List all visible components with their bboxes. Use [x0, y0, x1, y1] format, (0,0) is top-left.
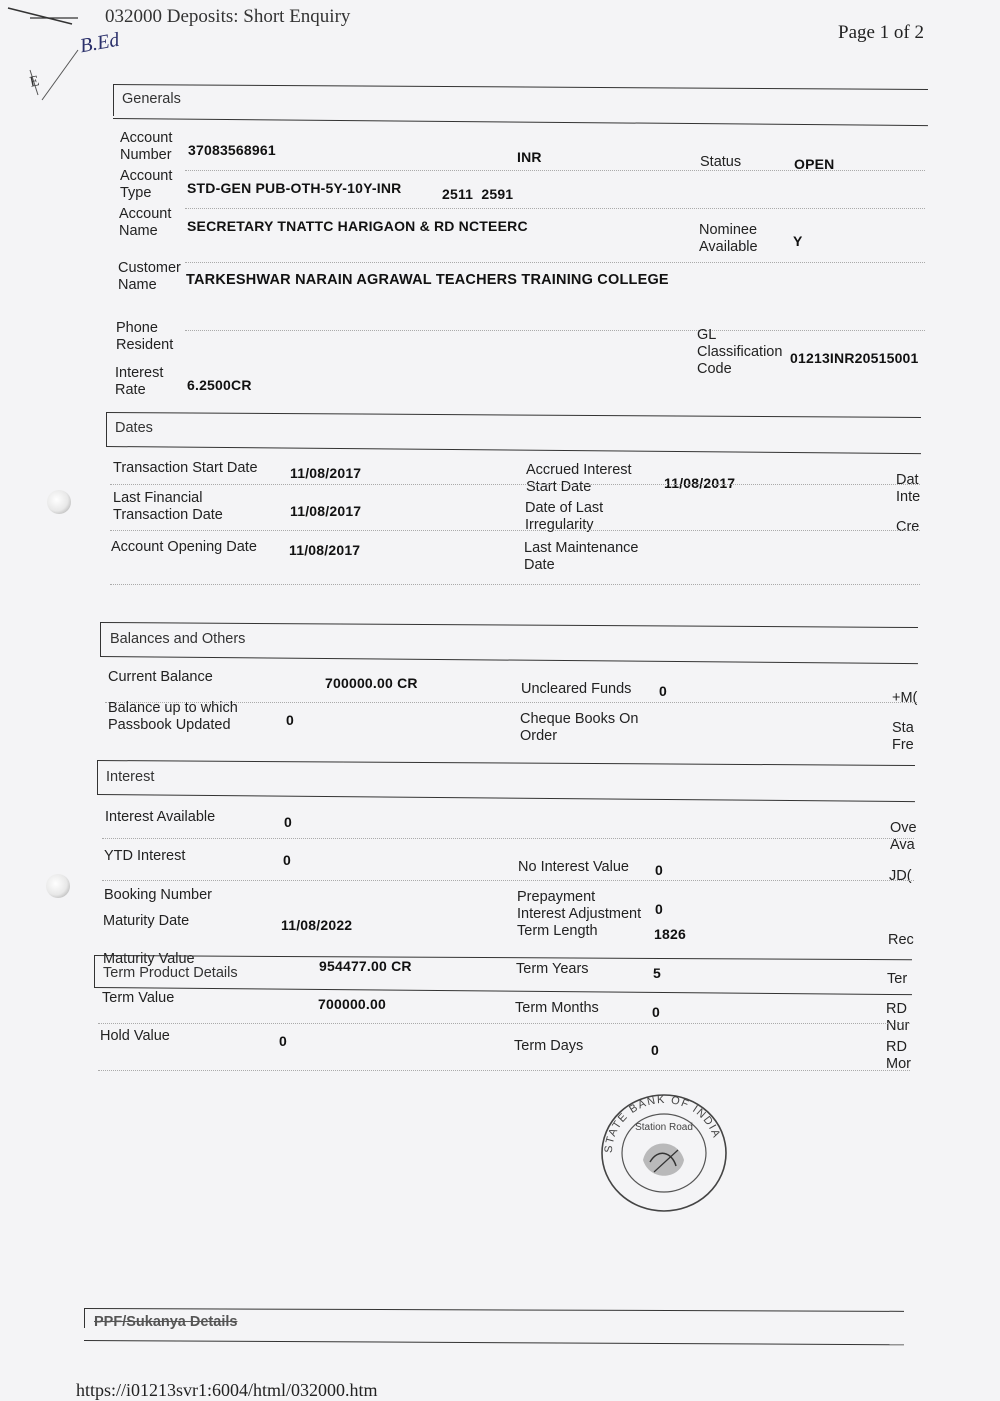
passbook-balance-value: 0: [286, 712, 294, 728]
nominee-value: Y: [793, 233, 803, 249]
interest-rate-label: Interest Rate: [115, 365, 164, 398]
term-days-value: 0: [651, 1042, 659, 1058]
truncated-label: Ter: [887, 971, 908, 987]
section-balances: Balances and Others: [110, 631, 246, 647]
truncated-label: RD Nur: [886, 1001, 910, 1034]
transaction-start-date-value: 11/08/2017: [290, 465, 362, 481]
account-opening-date-value: 11/08/2017: [289, 542, 361, 558]
maturity-value-label: Maturity Value: [103, 951, 195, 967]
interest-rate-value: 6.2500CR: [187, 377, 252, 393]
term-length-value: 1826: [654, 926, 686, 942]
interest-available-label: Interest Available: [105, 809, 216, 825]
term-value-label: Term Value: [102, 990, 175, 1006]
section-dates: Dates: [115, 420, 153, 436]
current-balance-value: 700000.00 CR: [325, 675, 418, 691]
term-years-value: 5: [653, 965, 661, 981]
current-balance-label: Current Balance: [108, 669, 213, 685]
customer-name-label: Customer Name: [118, 260, 181, 293]
account-name-value: SECRETARY TNATTC HARIGAON & RD NCTEERC: [187, 218, 528, 234]
transaction-start-date-label: Transaction Start Date: [113, 460, 258, 476]
interest-available-value: 0: [284, 814, 292, 830]
last-maintenance-date-label: Last Maintenance Date: [524, 540, 639, 573]
truncated-label: Dat Inte: [896, 472, 921, 505]
no-interest-value-label: No Interest Value: [518, 859, 629, 875]
handwritten-mark: E: [28, 73, 41, 91]
prepayment-adjustment-value: 0: [655, 901, 663, 917]
last-financial-transaction-value: 11/08/2017: [290, 503, 362, 519]
booking-number-label: Booking Number: [104, 887, 212, 903]
section-term-product: Term Product Details: [103, 965, 238, 981]
svg-text:Station Road: Station Road: [635, 1122, 693, 1133]
status-value: OPEN: [794, 156, 835, 172]
section-ppf-sukanya: PPF/Sukanya Details: [94, 1314, 238, 1330]
uncleared-funds-label: Uncleared Funds: [521, 681, 632, 697]
term-days-label: Term Days: [514, 1038, 584, 1054]
account-number-label: Account Number: [120, 130, 173, 163]
uncleared-funds-value: 0: [659, 683, 667, 699]
term-value-value: 700000.00: [318, 996, 386, 1012]
ytd-interest-label: YTD Interest: [104, 848, 186, 864]
gl-code-value: 01213INR20515001: [790, 350, 919, 366]
ytd-interest-value: 0: [283, 852, 291, 868]
truncated-label: RD Mor: [886, 1039, 911, 1072]
page-title: 032000 Deposits: Short Enquiry: [105, 6, 351, 27]
hold-value-value: 0: [279, 1033, 287, 1049]
punch-hole: [46, 874, 70, 898]
accrued-interest-start-label: Accrued Interest Start Date: [526, 462, 632, 495]
maturity-date-value: 11/08/2022: [281, 917, 353, 933]
truncated-label: Cre: [896, 519, 920, 535]
svg-text:STATE BANK OF INDIA: STATE BANK OF INDIA: [602, 1093, 723, 1154]
section-interest: Interest: [106, 769, 155, 785]
page-number: Page 1 of 2: [838, 22, 925, 43]
term-months-value: 0: [652, 1004, 660, 1020]
date-of-last-irregularity-label: Date of Last Irregularity: [525, 500, 604, 533]
nominee-label: Nominee Available: [699, 222, 758, 255]
section-generals: Generals: [122, 91, 181, 107]
maturity-date-label: Maturity Date: [103, 913, 190, 929]
account-number-value: 37083568961: [188, 142, 276, 158]
truncated-label: Ove Ava: [890, 820, 917, 853]
truncated-label: JD(: [889, 868, 912, 884]
accrued-interest-start-value: 11/08/2017: [664, 475, 736, 491]
maturity-value-value: 954477.00 CR: [319, 958, 412, 974]
term-length-label: Term Length: [517, 923, 598, 939]
term-months-label: Term Months: [515, 1000, 599, 1016]
no-interest-value: 0: [655, 862, 663, 878]
phone-resident-label: Phone Resident: [116, 320, 174, 353]
customer-name-value: TARKESHWAR NARAIN AGRAWAL TEACHERS TRAINING COLLEGE: [186, 272, 669, 288]
handwritten-note: B.Ed: [78, 28, 121, 58]
gl-code-label: GL Classification Code: [697, 327, 783, 377]
account-opening-date-label: Account Opening Date: [111, 539, 257, 555]
footer-url: https://i01213svr1:6004/html/032000.htm: [76, 1380, 378, 1400]
last-financial-transaction-label: Last Financial Transaction Date: [113, 490, 223, 523]
account-type-value: STD-GEN PUB-OTH-5Y-10Y-INR: [187, 180, 402, 196]
account-name-label: Account Name: [119, 206, 172, 239]
truncated-label: +M(: [892, 690, 918, 706]
passbook-balance-label: Balance up to which Passbook Updated: [108, 700, 238, 733]
term-years-label: Term Years: [516, 961, 589, 977]
hold-value-label: Hold Value: [100, 1028, 170, 1044]
cheque-books-label: Cheque Books On Order: [520, 711, 639, 744]
bank-seal-stamp: [598, 1090, 730, 1216]
punch-hole: [47, 490, 71, 514]
prepayment-adjustment-label: Prepayment Interest Adjustment: [517, 889, 642, 922]
truncated-label: Rec: [888, 932, 914, 948]
account-type-label: Account Type: [120, 168, 173, 201]
status-label: Status: [700, 154, 742, 170]
currency-value: INR: [517, 149, 542, 165]
account-type-codes: 2511 2591: [442, 186, 514, 202]
truncated-label: Sta Fre: [892, 720, 914, 753]
